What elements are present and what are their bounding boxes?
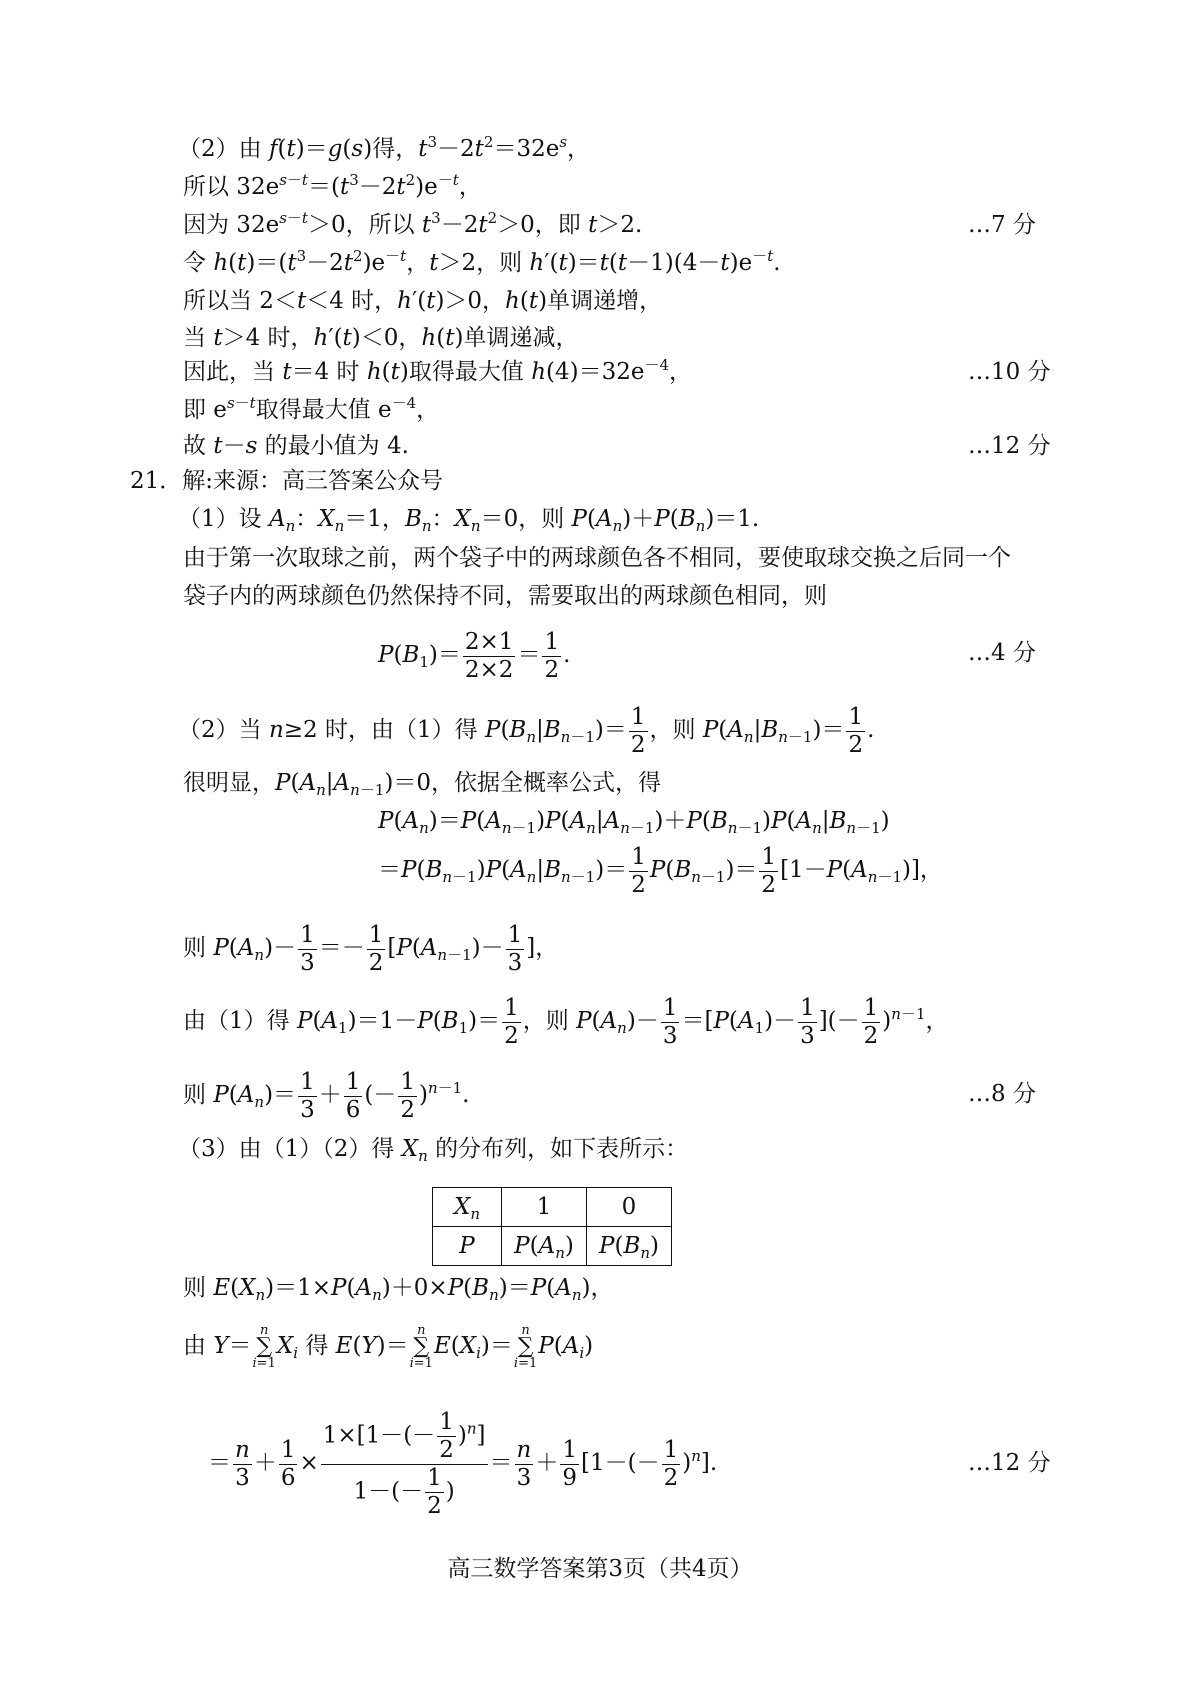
q21-expectation-y: 由 Y＝ n ∑ i=1 $X_i$ 得 E(Y)＝ n ∑ i=1 $E(X_i)=$ n ∑ i=1 $P(A_i)$	[183, 1323, 594, 1371]
q21-part1-line1: （1）设 $A_n$：$X_n=1$，$B_n$：$X_n=0$，则 $P(A_n)+P(B_n)=1$.	[178, 506, 760, 535]
q20-part2-line3: 因为 $32e^{s-t}>0$，所以 $t^3-2t^2>0$，即 t＞2.	[183, 209, 643, 238]
q20-part2-line2: 所以 $32e^{s-t}=(t^3-2t^2)e^{-t}$，	[183, 171, 482, 200]
q21-part2-line2: 很明显，$P(A_n|A_{n-1})=0$，依据全概率公式，得	[183, 770, 661, 799]
points-7: …7 分	[968, 212, 1036, 238]
q21-geometric-line: 由（1）得 $P(A_1)=1-P(B_1)=$ $\frac{1}{2}$ ，则 $P(A_n)-$ $\frac{1}{3}$ $=[P(A_1)-$ $\frac{1}{3}$ ](－ $\frac{1}{2}$ )$^{n-1}$，	[183, 994, 949, 1049]
q21-part1-line2: 由于第一次取球之前，两个袋子中的两球颜色各不相同，要使取球交换之后同一个	[183, 545, 1011, 571]
points-10: …10 分	[968, 359, 1051, 385]
q20-part2-line8: 即 $e^{s-t}$取得最大值 $e^{-4}$，	[183, 394, 440, 423]
q20-part2-line1: （2）由 f(t)＝g(s)得，$t^3-2t^2=32e^s$，	[178, 133, 591, 162]
q21-final-sum: ＝ $\frac{n}{3}$ ＋ $\frac{1}{6}$ × 1×[1－(－ $\frac{1}{2}$ )$^n$] 1－(－ $\frac{1}{2}$ ) ＝ $\frac{n}{3}$ ＋ $\frac{1}{9}$ [1－(－ $\frac{1}{2}$ )$^n$].	[208, 1408, 718, 1519]
table-cell: $X_n$	[433, 1188, 502, 1227]
q20-part2-line6: 当 t＞4 时，h′(t)＜0，h(t)单调递减，	[183, 325, 579, 351]
table-row	[433, 1188, 672, 1227]
points-8: …8 分	[968, 1081, 1036, 1107]
q21-heading: 21．解:来源：高三答案公众号	[130, 468, 444, 494]
q20-part2-line9: 故 t－s 的最小值为 4.	[183, 433, 409, 459]
table-cell: 1	[502, 1188, 587, 1227]
table-cell: $P(A_n)$	[502, 1227, 587, 1266]
q21-expectation-xn: 则 $E(X_n)=1\times P(A_n)+0\times P(B_n)=P(A_n)$，	[183, 1275, 614, 1304]
q20-part2-line5: 所以当 2＜t＜4 时，h′(t)＞0，h(t)单调递增，	[183, 288, 663, 314]
q21-total-prob-line1: $P(A_n)=P(A_{n-1})P(A_n|A_{n-1})+P(B_{n-1})P(A_n|B_{n-1})$	[378, 808, 890, 837]
points-12a: …12 分	[968, 433, 1051, 459]
table-cell: 0	[587, 1188, 672, 1227]
q21-part1-line3: 袋子内的两球颜色仍然保持不同，需要取出的两球颜色相同，则	[183, 583, 827, 609]
q20-part2-line4: 令 $h(t)=(t^3-2t^2)e^{-t}$，t＞2，则 $h'(t)=t(t-1)(4-t)e^{-t}$.	[183, 247, 781, 276]
table-cell: P	[433, 1227, 502, 1266]
table-cell: $P(B_n)$	[587, 1227, 672, 1266]
q21-part2-line1: （2）当 n≥2 时，由（1）得 $P(B_n|B_{n-1})=$ $\frac{1}{2}$ ，则 $P(A_n|B_{n-1})=$ $\frac{1}{2}$ .	[178, 703, 875, 758]
q21-pb1-formula: $P(B_1)=$ $\frac{2\times 1}{2\times 2}$ ＝ $\frac{1}{2}$ .	[378, 628, 571, 683]
q21-total-prob-line2: $=P(B_{n-1})P(A_n|B_{n-1})=$ $\frac{1}{2}$ $P(B_{n-1})=$ $\frac{1}{2}$ $[1-P(A_{n-1})]$，	[378, 843, 943, 898]
q21-part3-line1: （3）由（1）（2）得 $X_n$ 的分布列，如下表所示：	[178, 1136, 689, 1165]
q21-recurrence: 则 $P(A_n)-$ $\frac{1}{3}$ ＝－ $\frac{1}{2}$ [$P(A_{n-1})-$ $\frac{1}{3}$ ]，	[183, 921, 559, 976]
points-4: …4 分	[968, 640, 1036, 666]
q21-pan-result: 则 $P(A_n)=$ $\frac{1}{3}$ ＋ $\frac{1}{6}$ (－ $\frac{1}{2}$ )$^{n-1}$.	[183, 1068, 470, 1123]
table-row	[433, 1227, 672, 1266]
page-footer: 高三数学答案第3页（共4页）	[447, 1556, 753, 1582]
q20-part2-line7: 因此，当 t＝4 时 h(t)取得最大值 $h(4)=32e^{-4}$，	[183, 356, 693, 385]
distribution-table	[432, 1187, 672, 1266]
points-12b: …12 分	[968, 1450, 1051, 1476]
